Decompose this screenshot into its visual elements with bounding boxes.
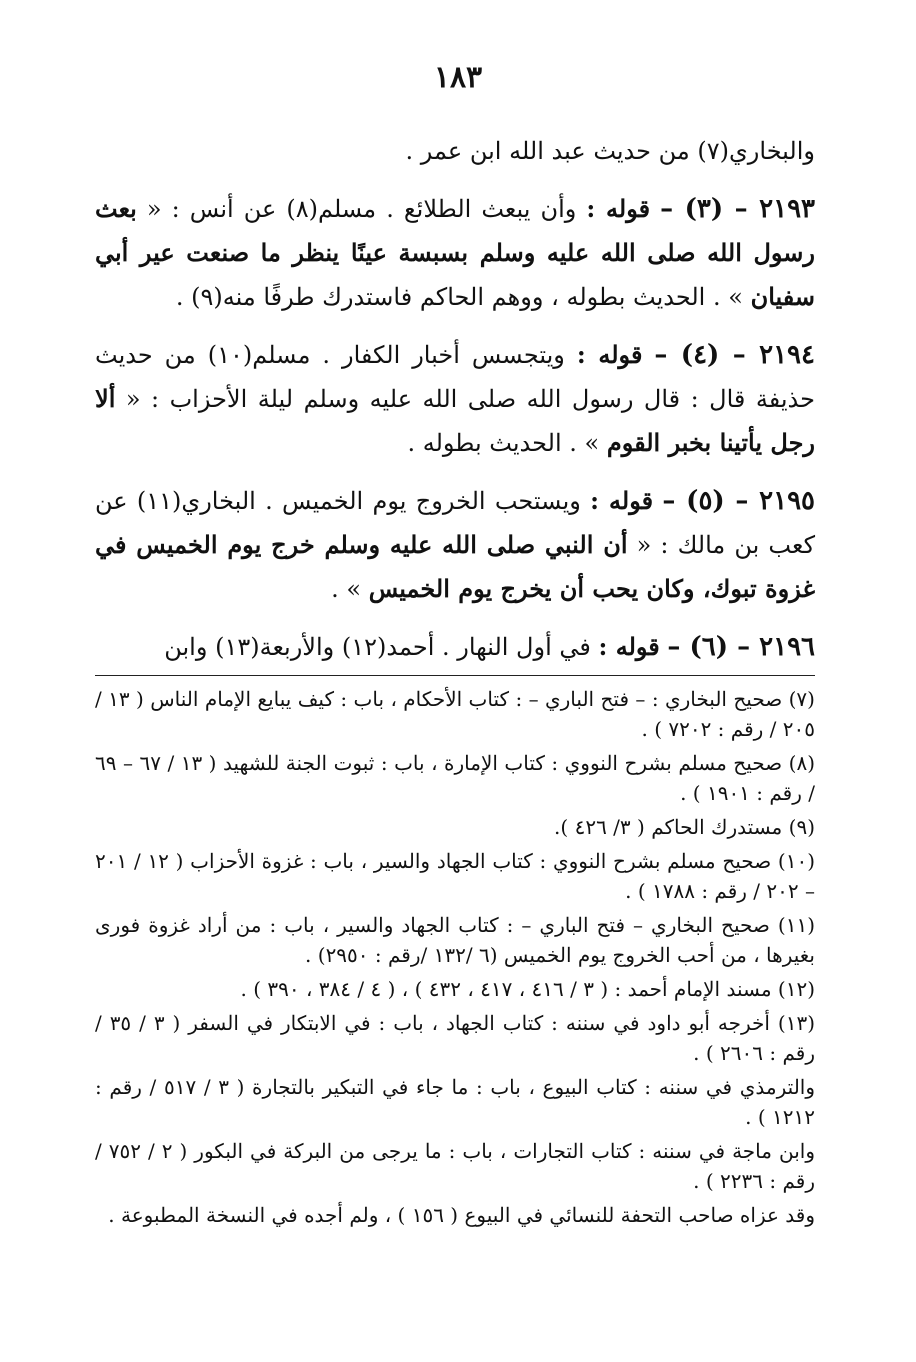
entry-quote: ألا رجل يأتينا بخبر القوم: [95, 384, 815, 457]
footnotes: [95, 684, 815, 1230]
entry-tail: » . الحديث بطوله ، ووهم الحاكم فاستدرك طرفًا منه(٩) .: [175, 283, 743, 311]
footnote-7: (٧) صحيح البخاري : – فتح الباري – : كتاب الأحكام ، باب : كيف يبايع الإمام الناس ( ١٣ / ٢٠٥ / رقم : ٧٢٠٢ ) .: [95, 687, 815, 741]
entry-2194: [95, 333, 815, 465]
footnote-divider: [95, 675, 815, 676]
entry-number: ٢١٩٣ – (٣) –: [660, 194, 815, 224]
entry-tail: » . الحديث بطوله .: [407, 429, 600, 457]
footnote-9: (٩) مستدرك الحاكم ( ٣/ ٤٢٦ ).: [554, 815, 815, 839]
entry-2193: [95, 187, 815, 319]
entry-keyword: قوله :: [576, 340, 643, 369]
entry-keyword: قوله :: [586, 194, 651, 223]
entry-text: ويتجسس أخبار الكفار . مسلم(١٠) من حديث حذيفة قال : قال رسول الله صلى الله عليه وسلم ليلة الأحزاب : «: [95, 341, 815, 413]
main-text-block: [95, 130, 815, 1234]
footnote-11: (١١) صحيح البخاري – فتح الباري – : كتاب الجهاد والسير ، باب : من أراد غزوة فورى بغيرها ، من أحب الخروج يوم الخميس (٦ /١٣٢ /رقم : ٢٩٥٠) .: [95, 913, 815, 967]
footnote-13-nasai: وقد عزاه صاحب التحفة للنسائي في البيوع ( ١٥٦ ) ، ولم أجده في النسخة المطبوعة .: [108, 1203, 815, 1227]
entry-2195: [95, 479, 815, 611]
entry-number: ٢١٩٥ – (٥) –: [662, 486, 816, 516]
entry-keyword: قوله :: [598, 632, 660, 661]
footnote-13-tirmidhi: والترمذي في سننه : كتاب البيوع ، باب : ما جاء في التبكير بالتجارة ( ٣ / ٥١٧ / رقم : ١٢١٢ ) .: [95, 1075, 816, 1129]
entry-2196: [95, 625, 815, 669]
entry-text: في أول النهار . أحمد(١٢) والأربعة(١٣) وابن: [164, 633, 591, 661]
entry-text: ويستحب الخروج يوم الخميس . البخاري(١١) عن كعب بن مالك : «: [95, 487, 816, 559]
intro-paragraph: والبخاري(٧) من حديث عبد الله ابن عمر .: [405, 137, 815, 165]
page-number: ١٨٣: [433, 60, 483, 95]
entry-keyword: قوله :: [590, 486, 654, 515]
entry-quote: بعث رسول الله صلى الله عليه وسلم بسبسة عينًا ينظر ما صنعت عير أبي سفيان: [95, 194, 815, 311]
entry-quote: أن النبي صلى الله عليه وسلم خرج يوم الخميس في غزوة تبوك، وكان يحب أن يخرج يوم الخميس: [95, 530, 815, 603]
footnote-13-ibn-majah: وابن ماجة في سننه : كتاب التجارات ، باب : ما يرجى من البركة في البكور ( ٢ / ٧٥٢ / رقم : ٢٢٣٦ ) .: [95, 1139, 815, 1193]
footnote-12: (١٢) مسند الإمام أحمد : ( ٣ / ٤١٦ ، ٤١٧ ، ٤٣٢ ) ، ( ٤ / ٣٨٤ ، ٣٩٠ ) .: [240, 977, 815, 1001]
entry-tail: » .: [331, 575, 362, 603]
footnote-8: (٨) صحيح مسلم بشرح النووي : كتاب الإمارة ، باب : ثبوت الجنة للشهيد ( ١٣ / ٦٧ – ٦٩ / رقم : ١٩٠١ ) .: [95, 751, 816, 805]
footnote-13: (١٣) أخرجه أبو داود في سننه : كتاب الجهاد ، باب : في الابتكار في السفر ( ٣ / ٣٥ / رقم : ٢٦٠٦ ) .: [95, 1011, 815, 1065]
entry-number: ٢١٩٤ – (٤) –: [654, 340, 815, 370]
entry-text: وأن يبعث الطلائع . مسلم(٨) عن أنس : «: [146, 195, 577, 223]
footnote-10: (١٠) صحيح مسلم بشرح النووي : كتاب الجهاد والسير ، باب : غزوة الأحزاب ( ١٢ / ٢٠١ – ٢٠٢ / رقم : ١٧٨٨ ) .: [95, 849, 816, 903]
entry-number: ٢١٩٦ – (٦) –: [667, 632, 815, 662]
